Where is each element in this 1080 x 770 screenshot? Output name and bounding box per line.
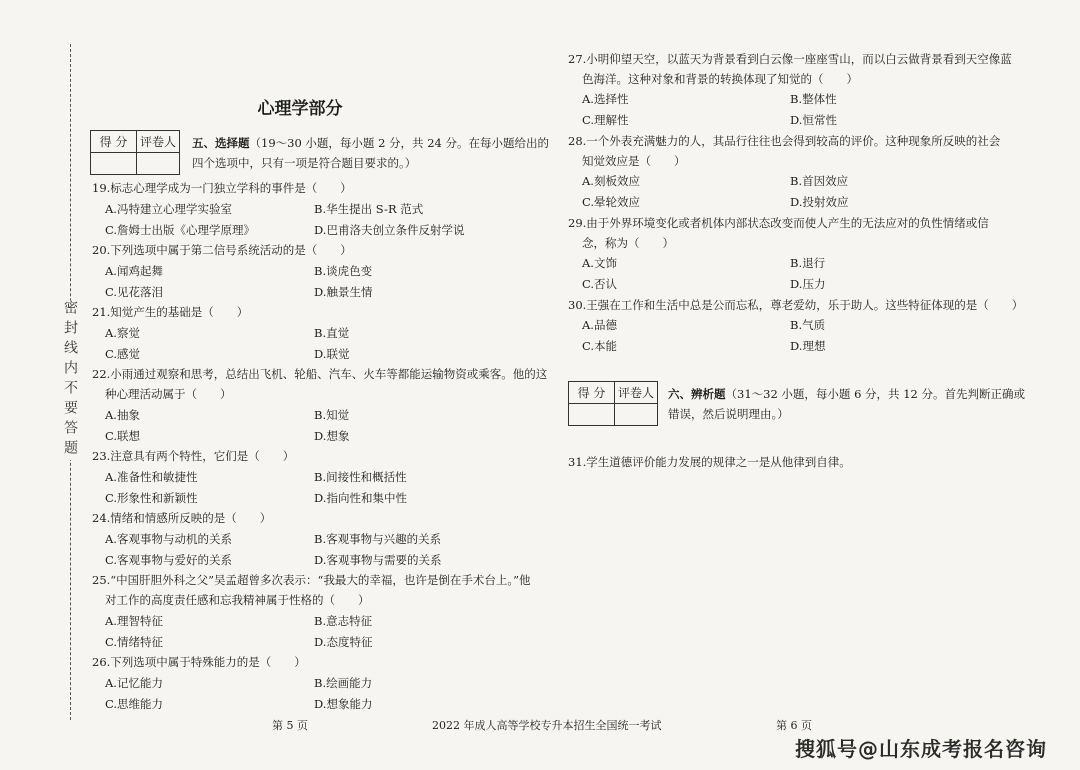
section5-instruction-1: （19～30 小题，每小题 2 分，共 24 分。在每小题给出的 <box>249 136 549 150</box>
q20-option-b: B.谈虎色变 <box>314 264 373 278</box>
q27-option-a: A.选择性 <box>582 92 629 106</box>
q20-option-c: C.见花落泪 <box>105 285 164 299</box>
q25-option-c: C.情绪特征 <box>105 635 164 649</box>
section6-label: 六、辨析题 <box>668 387 726 401</box>
question-31: 31.学生道德评价能力发展的规律之一是从他律到自律。 <box>568 455 851 469</box>
question-20: 20.下列选项中属于第二信号系统活动的是（ ） <box>92 243 352 257</box>
grader-label: 评卷人 <box>137 131 180 153</box>
score-cell <box>91 153 137 175</box>
footer-page-left: 第 5 页 <box>272 719 308 732</box>
q20-option-d: D.触景生情 <box>314 285 373 299</box>
grader-label: 评卷人 <box>615 382 658 404</box>
question-30: 30.王强在工作和生活中总是公而忘私，尊老爱幼，乐于助人。这些特征体现的是（ ） <box>568 298 1024 312</box>
q26-option-b: B.绘画能力 <box>314 676 373 690</box>
question-29-line-2: 念，称为（ ） <box>582 236 674 250</box>
question-24: 24.情绪和情感所反映的是（ ） <box>92 511 272 525</box>
section6-heading <box>668 384 1025 424</box>
q22-option-b: B.知觉 <box>314 408 350 422</box>
q24-option-b: B.客观事物与兴趣的关系 <box>314 532 442 546</box>
q28-option-a: A.刻板效应 <box>582 174 640 188</box>
q28-option-c: C.晕轮效应 <box>582 195 641 209</box>
q21-option-b: B.直觉 <box>314 326 350 340</box>
q20-option-a: A.闻鸡起舞 <box>105 264 163 278</box>
section5-label: 五、选择题 <box>192 136 250 150</box>
q21-option-d: D.联觉 <box>314 347 350 361</box>
q29-option-b: B.退行 <box>790 256 826 270</box>
q19-option-b: B.华生提出 S-R 范式 <box>314 202 424 216</box>
q23-option-a: A.准备性和敏捷性 <box>105 470 198 484</box>
q29-option-a: A.文饰 <box>582 256 617 270</box>
q19-option-a: A.冯特建立心理学实验室 <box>105 202 232 216</box>
grader-cell <box>137 153 180 175</box>
section6-instruction-2: 错误，然后说明理由。） <box>668 407 789 421</box>
question-28-line-1: 28.一个外表充满魅力的人，其品行往往也会得到较高的评价。这种现象所反映的社会 <box>568 134 1001 148</box>
q25-option-a: A.理智特征 <box>105 614 163 628</box>
q24-option-a: A.客观事物与动机的关系 <box>105 532 232 546</box>
q29-option-d: D.压力 <box>790 277 826 291</box>
q26-option-a: A.记忆能力 <box>105 676 163 690</box>
q30-option-a: A.品德 <box>582 318 617 332</box>
question-19: 19.标志心理学成为一门独立学科的事件是（ ） <box>92 181 352 195</box>
q19-option-d: D.巴甫洛夫创立条件反射学说 <box>314 223 465 237</box>
q25-option-d: D.态度特征 <box>314 635 373 649</box>
q21-option-c: C.感觉 <box>105 347 141 361</box>
q22-option-c: C.联想 <box>105 429 141 443</box>
question-26: 26.下列选项中属于特殊能力的是（ ） <box>92 655 306 669</box>
question-22-line-1: 22.小雨通过观察和思考，总结出飞机、轮船、汽车、火车等都能运输物资或乘客。他的这 <box>92 367 548 381</box>
q24-option-d: D.客观事物与需要的关系 <box>314 553 442 567</box>
question-23: 23.注意具有两个特性，它们是（ ） <box>92 449 295 463</box>
question-29-line-1: 29.由于外界环境变化或者机体内部状态改变而使人产生的无法应对的负性情绪或信 <box>568 216 989 230</box>
q26-option-c: C.思维能力 <box>105 697 164 711</box>
q23-option-c: C.形象性和新颖性 <box>105 491 198 505</box>
q28-option-d: D.投射效应 <box>790 195 849 209</box>
score-box-section5 <box>90 130 180 175</box>
score-label: 得 分 <box>569 382 615 404</box>
question-27-line-2: 色海洋。这种对象和背景的转换体现了知觉的（ ） <box>582 72 858 86</box>
q27-option-b: B.整体性 <box>790 92 837 106</box>
watermark: 搜狐号@山东成考报名咨询 <box>795 737 1047 761</box>
question-27-line-1: 27.小明仰望天空，以蓝天为背景看到白云像一座座雪山，而以白云做背景看到天空像蓝 <box>568 52 1012 66</box>
binding-notice: 密封线内不要答题 <box>58 300 82 460</box>
q23-option-b: B.间接性和概括性 <box>314 470 407 484</box>
grader-cell <box>615 404 658 426</box>
q30-option-c: C.本能 <box>582 339 618 353</box>
q25-option-b: B.意志特征 <box>314 614 373 628</box>
question-22-line-2: 种心理活动属于（ ） <box>105 387 232 401</box>
q21-option-a: A.察觉 <box>105 326 140 340</box>
q30-option-b: B.气质 <box>790 318 826 332</box>
score-cell <box>569 404 615 426</box>
page-title: 心理学部分 <box>257 99 343 119</box>
q30-option-d: D.理想 <box>790 339 826 353</box>
section5-instruction-2: 四个选项中，只有一项是符合题目要求的。） <box>192 156 417 170</box>
q26-option-d: D.想象能力 <box>314 697 373 711</box>
score-label: 得 分 <box>91 131 137 153</box>
q24-option-c: C.客观事物与爱好的关系 <box>105 553 233 567</box>
q22-option-d: D.想象 <box>314 429 350 443</box>
q29-option-c: C.否认 <box>582 277 618 291</box>
q28-option-b: B.首因效应 <box>790 174 849 188</box>
footer-exam-title: 2022 年成人高等学校专升本招生全国统一考试 <box>432 719 662 732</box>
question-25-line-2: 对工作的高度责任感和忘我精神属于性格的（ ） <box>105 593 370 607</box>
question-28-line-2: 知觉效应是（ ） <box>582 154 686 168</box>
q27-option-c: C.理解性 <box>582 113 629 127</box>
section5-heading <box>192 133 549 173</box>
question-21: 21.知觉产生的基础是（ ） <box>92 305 249 319</box>
q22-option-a: A.抽象 <box>105 408 140 422</box>
q19-option-c: C.詹姆士出版《心理学原理》 <box>105 223 256 237</box>
q23-option-d: D.指向性和集中性 <box>314 491 407 505</box>
footer-page-right: 第 6 页 <box>776 719 812 732</box>
score-box-section6 <box>568 381 658 426</box>
q27-option-d: D.恒常性 <box>790 113 837 127</box>
question-25-line-1: 25.“中国肝胆外科之父”吴孟超曾多次表示：“我最大的幸福，也许是倒在手术台上。”他 <box>92 573 531 587</box>
section6-instruction-1: （31～32 小题，每小题 6 分，共 12 分。首先判断正确或 <box>725 387 1025 401</box>
